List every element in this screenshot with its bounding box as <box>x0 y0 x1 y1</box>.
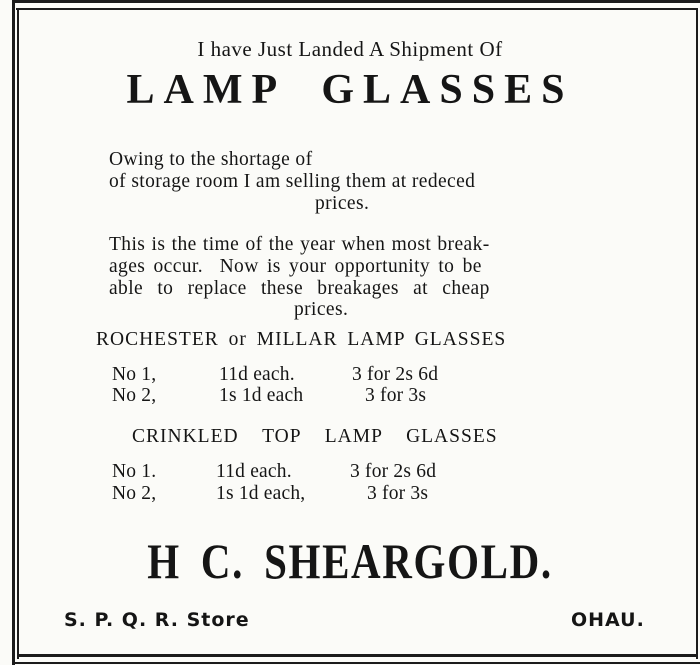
para2-line2: ages occur. Now is your opportunity to be <box>109 256 482 277</box>
intro-line: I have Just Landed A Shipment Of <box>197 37 503 61</box>
para1-line2: of storage room I am selling them at redeced <box>109 171 476 192</box>
headline: LAMP GLASSES <box>126 67 574 113</box>
border-bottom <box>17 654 698 657</box>
border-top-inner <box>16 8 696 10</box>
para1-line1: Owing to the shortage of <box>109 149 313 170</box>
para1-line3: prices. <box>315 193 370 214</box>
para2-line3: able to replace these breakages at cheap <box>109 278 490 299</box>
town-name: OHAU. <box>571 609 645 631</box>
price-each: 11d each. <box>216 461 292 482</box>
price-each: 1s 1d each, <box>216 483 306 504</box>
border-bottom-outer <box>12 662 700 664</box>
price-bulk: 3 for 2s 6d <box>350 461 437 482</box>
para2-line4: prices. <box>294 299 349 320</box>
price-bulk: 3 for 2s 6d <box>352 364 439 385</box>
price-each: 1s 1d each <box>219 385 304 406</box>
border-top <box>12 0 700 3</box>
store-name: S. P. Q. R. Store <box>64 609 250 631</box>
price-bulk: 3 for 3s <box>367 483 429 504</box>
price-bulk: 3 for 3s <box>365 385 427 406</box>
merchant-name: H C. SHEARGOLD. <box>147 533 553 589</box>
price-no: No 2, <box>112 385 157 406</box>
price-no: No 1, <box>112 364 157 385</box>
price-no: No 1. <box>112 461 157 482</box>
price-no: No 2, <box>112 483 157 504</box>
para2-line1: This is the time of the year when most break- <box>109 234 490 255</box>
section2-title: CRINKLED TOP LAMP GLASSES <box>132 426 498 447</box>
section1-title: ROCHESTER or MILLAR LAMP GLASSES <box>96 329 507 350</box>
price-each: 11d each. <box>219 364 295 385</box>
